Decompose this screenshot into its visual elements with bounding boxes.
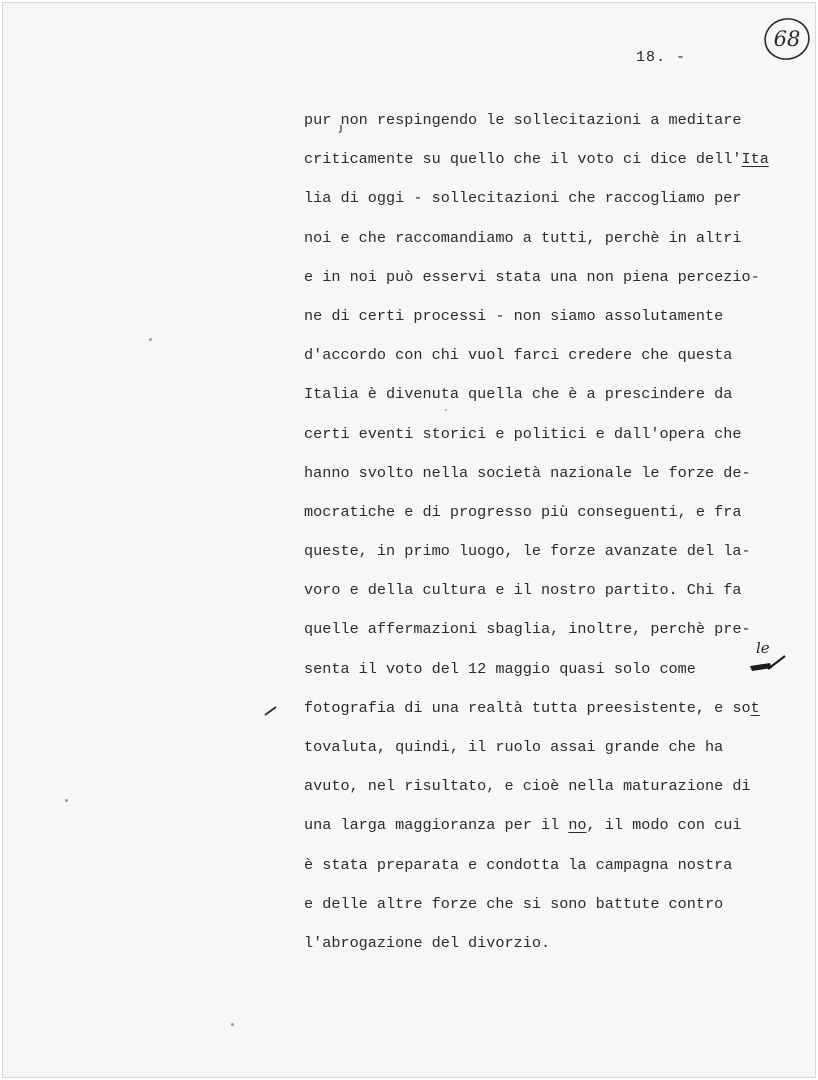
underlined-text: no: [568, 816, 587, 835]
margin-tick-mark: [264, 703, 278, 715]
text-line-8: Italia è divenuta quella che è a prescindere da: [304, 385, 733, 404]
text-line-12: queste, in primo luogo, le forze avanzate del la-: [304, 542, 751, 561]
text-line-1: pur non respingendo le sollecitazioni a meditare: [304, 111, 742, 129]
text-line-21: e delle altre forze che si sono battute contro: [304, 894, 724, 913]
underlined-text: Ita: [741, 150, 769, 169]
paper-speck: [149, 338, 152, 341]
paper-speck: [65, 799, 68, 802]
typed-paragraph: [304, 101, 804, 963]
underlined-text: t: [750, 698, 760, 717]
text-line-2: [304, 140, 804, 179]
text-line-14: quelle affermazioni sbaglia, inoltre, perchè pre-: [304, 620, 751, 639]
text-line-20: è stata preparata e condotta la campagna nostra: [304, 855, 733, 874]
text-line-5: e in noi può esservi stata una non piena percezio-: [304, 267, 760, 286]
text-line-3: lia di oggi - sollecitazioni che raccogliamo per: [304, 189, 742, 208]
text-line-15: senta il voto del 12 maggio quasi solo come: [304, 659, 696, 678]
paper-speck: [445, 409, 447, 411]
handwritten-insert-text: le: [756, 639, 770, 657]
text-line-13: voro e della cultura e il nostro partito. Chi fa: [304, 581, 742, 600]
text-line-7: d'accordo con chi vuol farci credere che questa: [304, 346, 733, 365]
archive-number-stamp: [762, 14, 812, 64]
text-line-2-main: criticamente su quello che il voto ci dice dell'Ita: [304, 150, 769, 169]
text-line-17: tovaluta, quindi, il ruolo assai grande che ha: [304, 738, 724, 756]
archive-number-text: 68: [773, 27, 801, 51]
text-line-16: fotografia di una realtà tutta preesistente, e sot: [304, 698, 760, 717]
paper-speck: [231, 1023, 234, 1026]
text-line-18: avuto, nel risultato, e cioè nella maturazione di: [304, 777, 751, 796]
text-line-6: ne di certi processi - non siamo assolutamente: [304, 306, 724, 325]
text-line-19: una larga maggioranza per il no, il modo con cui: [304, 816, 742, 835]
text-line-10: hanno svolto nella società nazionale le forze de-: [304, 463, 751, 482]
text-line-22: l'abrogazione del divorzio.: [304, 933, 551, 952]
text-line-4: noi e che raccomandiamo a tutti, perchè in altri: [304, 228, 742, 247]
document-page: [2, 2, 816, 1078]
page-number: 18. -: [636, 49, 687, 66]
text-line-11: mocratiche e di progresso più conseguenti, e fra: [304, 502, 742, 521]
text-line-9: certi eventi storici e politici e dall'opera che: [304, 424, 742, 443]
handwritten-correction: [748, 639, 788, 673]
